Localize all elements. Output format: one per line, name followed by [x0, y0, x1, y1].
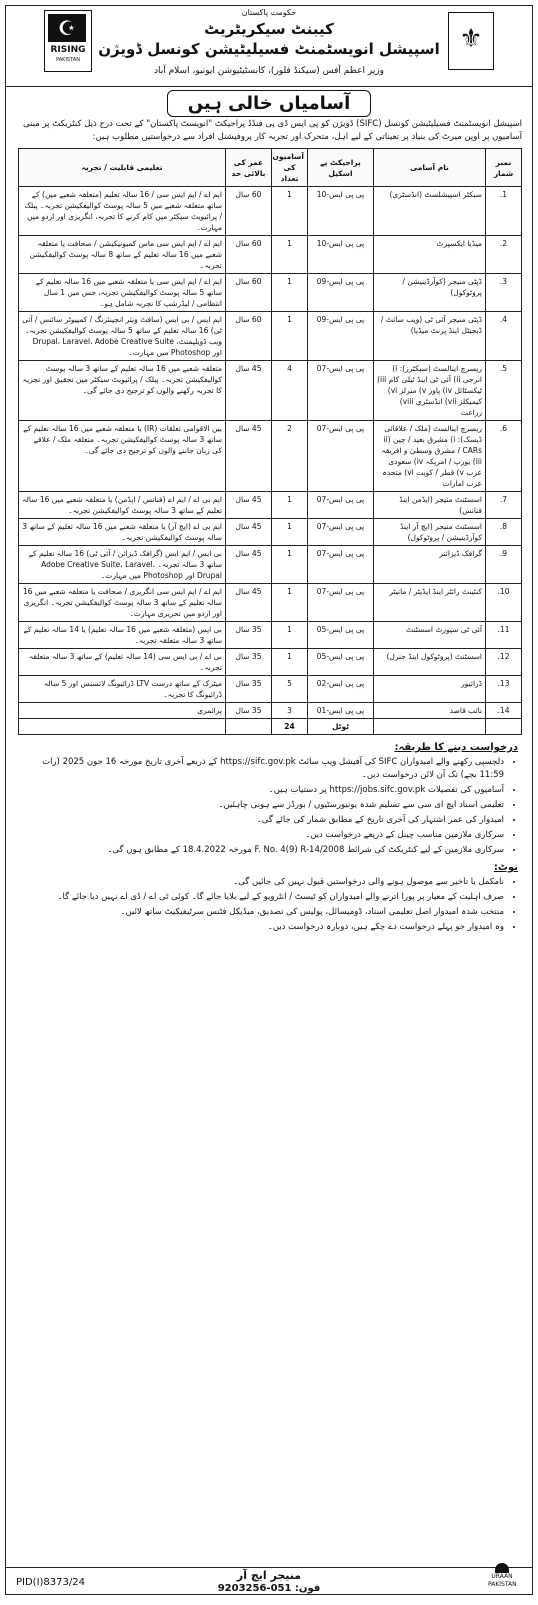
state-emblem-icon: ⚜ [448, 12, 494, 70]
cell-count: 1 [272, 546, 308, 584]
cell-sr: 8. [486, 519, 522, 546]
manager-title: منیجر ایچ آر [236, 1569, 302, 1582]
table-row [19, 492, 522, 519]
table-row [19, 274, 522, 312]
cell-count: 1 [272, 622, 308, 649]
vacancies-table [18, 148, 522, 735]
cell-qualification: ایم اے / ایم ایس سی / 16 سالہ تعلیم (متعلقہ شعبے میں) کے ساتھ متعلقہ شعبے میں 5 سالہ پوسٹ کوالیفکیشن تجربہ۔ پبلک / پرائیویٹ سیکٹر میں کام کرنے کا تجربہ، انگریزی اور اردو میں مہارت۔ [19, 187, 226, 236]
cell-count: 2 [272, 421, 308, 492]
logo-subtext: PAKISTAN [56, 57, 80, 63]
table-row [19, 312, 522, 361]
th-scale: پراجیکٹ پے اسکیل [308, 149, 374, 187]
logo-text: RISING [50, 45, 86, 55]
cell-scale: پی پی ایس-01 [308, 703, 374, 719]
cell-age: 45 سال [226, 584, 272, 622]
cell-count: 1 [272, 274, 308, 312]
table-row [19, 236, 522, 274]
cell-sr: 5. [486, 361, 522, 421]
cell-post: آئی ٹی سپورٹ اسسٹنٹ [374, 622, 486, 649]
th-count: آسامیوں کی تعداد [272, 149, 308, 187]
cell-age: 45 سال [226, 361, 272, 421]
cell-scale: پی پی ایس-10 [308, 187, 374, 236]
cell-qualification: ایم ایس / بی ایس (سافٹ ویئر انجینئرنگ / کمپیوٹر سائنس / آئی ٹی) 16 سالہ تعلیم کے ساتھ 5 سالہ پوسٹ کوالیفکیشن تجربہ۔ ویب ڈویلپمنٹ، Drupal، Laravel، Adobe Creative Suite اور Photoshop میں مہارت۔ [19, 312, 226, 361]
cell-qualification: بی ایس / ایم ایس (گرافک ڈیزائن / آئی ٹی) 16 سالہ تعلیم کے ساتھ 3 سالہ تجربہ۔ Adobe Creative Suite، Laravel، Drupal اور Photoshop میں مہارت۔ [19, 546, 226, 584]
cell-age: 35 سال [226, 676, 272, 703]
list-item: • سرکاری ملازمین مناسب چینل کے ذریعے درخواست دیں۔ [20, 829, 504, 842]
cell-sr: 3. [486, 274, 522, 312]
list-item: • سرکاری ملازمین کے لیے کنٹریکٹ کی شرائط F. No. 4(9) R-14/2008 مورخہ 18.4.2022 کے مطابق ہوں گی۔ [20, 844, 504, 857]
th-post: نام آسامی [374, 149, 486, 187]
cell-post: ڈپٹی منیجر (کوآرڈینیشن / پروٹوکول) [374, 274, 486, 312]
list-item: • تعلیمی اسناد ایچ ای سی سے تسلیم شدہ یونیورسٹیوں / بورڈز سے ہونی چاہئیں۔ [20, 799, 504, 812]
list-item: • دلچسپی رکھنے والے امیدواران SIFC کی آفیشل ویب سائٹ https://sifc.gov.pk کے ذریعے آخری تاریخ مورخہ 16 جون 2025 (رات 11:59 بجے) تک آن لائن درخواست دیں۔ [20, 756, 504, 782]
cell-scale: پی پی ایس-05 [308, 649, 374, 676]
cell-post: اسسٹنٹ منیجر (ایڈمن اینڈ فنانس) [374, 492, 486, 519]
cell-post: ریسرچ اینالسٹ (ملک / علاقائی ڈیسک): i) مشرق بعید / چین ii) CARs / مشرق وسطیٰ و افریقہ iii) یورپ / امریکہ iv) سعودی عرب v) قطر / کویت vi) متحدہ عرب امارات [374, 421, 486, 492]
intro-text: اسپیشل انویسٹمنٹ فسیلیٹیشن کونسل (SIFC) ڈویژن کو پی ایس ڈی پی فنڈڈ پراجیکٹ "انویسٹ پاکستان" کے تحت درج ذیل کنٹریکٹ پر مبنی آسامیوں پر اوپن میرٹ کی بنیاد پر تعیناتی کے لیے اہل، متحرک اور تجربہ کار پروفیشنل افراد سے درخواستیں مطلوب ہیں: [23, 119, 522, 142]
cell-sr: 13. [486, 676, 522, 703]
cell-count: 4 [272, 361, 308, 421]
cell-sr: 4. [486, 312, 522, 361]
total-empty [19, 719, 226, 735]
cell-post: ڈپٹی منیجر آئی ٹی (ویب سائٹ / ڈیجیٹل اینڈ پرنٹ میڈیا) [374, 312, 486, 361]
header-line2: اسپیشل انویسٹمنٹ فسیلیٹیشن کونسل ڈویژن [98, 40, 440, 58]
cell-qualification: پرائمری [19, 703, 226, 719]
total-empty [374, 719, 486, 735]
cell-qualification: ایم اے / ایم ایس سی انگریزی / صحافت یا متعلقہ شعبے میں 16 سالہ تعلیم کے ساتھ 3 سالہ پوسٹ کوالیفکیشن تجربہ۔ انگریزی اور اردو میں تحریری مہارت۔ [19, 584, 226, 622]
pid-number: PID(I)8373/24 [16, 1577, 85, 1588]
cell-sr: 2. [486, 236, 522, 274]
th-age: عمر کی بالائی حد [226, 149, 272, 187]
cell-sr: 10. [486, 584, 522, 622]
cell-qualification: بین الاقوامی تعلقات (IR) یا متعلقہ شعبے میں 16 سالہ تعلیم کے ساتھ 3 سالہ پوسٹ کوالیفکیشن تجربہ۔ متعلقہ ملک / علاقے کی زبان جاننے والوں کو ترجیح دی جائے گی۔ [19, 421, 226, 492]
cell-sr: 14. [486, 703, 522, 719]
cell-scale: پی پی ایس-07 [308, 584, 374, 622]
cell-scale: پی پی ایس-07 [308, 492, 374, 519]
cell-age: 35 سال [226, 649, 272, 676]
cell-post: نائب قاصد [374, 703, 486, 719]
cell-age: 45 سال [226, 519, 272, 546]
header [6, 6, 532, 87]
cell-post: گرافک ڈیزائنر [374, 546, 486, 584]
list-item: • صرف اہلیت کے معیار پر پورا اترنے والے امیدواران کو ٹیسٹ / انٹرویو کے لیے بلایا جائے گا۔ کوئی ٹی اے / ڈی اے نہیں دیا جائے گا۔ [20, 891, 504, 904]
cell-scale: پی پی ایس-09 [308, 274, 374, 312]
cell-count: 1 [272, 519, 308, 546]
note-heading: نوٹ: [493, 862, 518, 873]
cell-count: 5 [272, 676, 308, 703]
total-label: ٹوٹل [308, 719, 374, 735]
cell-qualification: ایم اے / ایم ایس سی یا متعلقہ شعبے میں 16 سالہ تعلیم کے ساتھ 5 سالہ پوسٹ کوالیفکیشن تجربہ، جس میں 1 سال انتظامی / لیڈرشپ کا تجربہ شامل ہو۔ [19, 274, 226, 312]
total-empty [226, 719, 272, 735]
cell-qualification: ایم بی اے / ایم اے (فنانس / ایڈمن) یا متعلقہ شعبے میں 16 سالہ تعلیم کے ساتھ 3 سالہ پوسٹ کوالیفکیشن تجربہ۔ [19, 492, 226, 519]
cell-sr: 12. [486, 649, 522, 676]
cell-scale: پی پی ایس-02 [308, 676, 374, 703]
cell-sr: 11. [486, 622, 522, 649]
cell-age: 60 سال [226, 187, 272, 236]
cell-count: 1 [272, 649, 308, 676]
apply-list [20, 756, 518, 857]
advertisement-page [5, 5, 533, 1595]
cell-scale: پی پی ایس-07 [308, 546, 374, 584]
cell-age: 60 سال [226, 236, 272, 274]
page-title: آسامیاں خالی ہیں [6, 93, 532, 114]
total-row [19, 719, 522, 735]
table-row [19, 676, 522, 703]
cell-age: 45 سال [226, 492, 272, 519]
cell-age: 45 سال [226, 421, 272, 492]
cell-count: 1 [272, 312, 308, 361]
list-item: • نامکمل یا تاخیر سے موصول ہونے والی درخواستیں قبول نہیں کی جائیں گی۔ [20, 876, 504, 889]
cell-qualification: ایم اے / ایم ایس سی ماس کمیونیکیشن / صحافت یا متعلقہ شعبے میں 16 سالہ تعلیم کے ساتھ 8 سالہ پوسٹ کوالیفکیشن تجربہ۔ [19, 236, 226, 274]
table-row [19, 649, 522, 676]
cell-sr: 1. [486, 187, 522, 236]
footer [6, 1567, 532, 1594]
cell-scale: پی پی ایس-09 [308, 312, 374, 361]
table-row [19, 703, 522, 719]
th-qual: تعلیمی قابلیت / تجربہ [19, 149, 226, 187]
phone-number: فون: 051-9203256 [217, 1583, 321, 1594]
crescent-star-icon: ☪ [48, 14, 86, 42]
cell-age: 45 سال [226, 546, 272, 584]
th-sr: نمبر شمار [486, 149, 522, 187]
cell-scale: پی پی ایس-07 [308, 421, 374, 492]
list-item: • وہ امیدوار جو پہلے درخواست دے چکے ہیں، دوبارہ درخواست دیں۔ [20, 921, 504, 934]
cell-count: 1 [272, 584, 308, 622]
cell-count: 1 [272, 187, 308, 236]
cell-sr: 9. [486, 546, 522, 584]
cell-scale: پی پی ایس-10 [308, 236, 374, 274]
table-row [19, 584, 522, 622]
cell-scale: پی پی ایس-07 [308, 519, 374, 546]
total-count: 24 [272, 719, 308, 735]
table-row [19, 361, 522, 421]
cell-qualification: بی ایس (متعلقہ شعبے میں 16 سالہ تعلیم) یا 14 سالہ تعلیم کے ساتھ 3 سالہ متعلقہ تجربہ۔ [19, 622, 226, 649]
apply-heading: درخواست دینے کا طریقہ: [394, 742, 518, 753]
cell-qualification: ایم بی اے (ایچ آر) یا متعلقہ شعبے میں 16 سالہ تعلیم کے ساتھ 3 سالہ پوسٹ کوالیفکیشن تجربہ۔ [19, 519, 226, 546]
cell-post: ریسرچ اینالسٹ (سیکٹرز): i) انرجی ii) آئی ٹی اینڈ ٹیلی کام iii) ٹیکسٹائل iv) پاور v) منرلز vi) کیمیکلز vii) انڈسٹری viii) زراعت [374, 361, 486, 421]
uraan-logo-icon [495, 1563, 509, 1573]
list-item: • آسامیوں کی تفصیلات https://jobs.sifc.gov.pk پر دستیاب ہیں۔ [20, 784, 504, 797]
cell-age: 35 سال [226, 703, 272, 719]
cell-post: کنٹینٹ رائٹر اینڈ ایڈیٹر / مانیٹر [374, 584, 486, 622]
cell-sr: 6. [486, 421, 522, 492]
note-list [20, 876, 518, 934]
table-row [19, 622, 522, 649]
apply-section [6, 735, 532, 934]
cell-qualification: متعلقہ شعبے میں 16 سالہ تعلیم کے ساتھ 3 سالہ پوسٹ کوالیفکیشن تجربہ۔ پبلک / پرائیویٹ سیکٹر میں تحقیق اور تجزیہ کا تجربہ رکھنے والوں کو ترجیح دی جائے گی۔ [19, 361, 226, 421]
table-row [19, 546, 522, 584]
total-empty [486, 719, 522, 735]
cell-count: 1 [272, 236, 308, 274]
list-item: • منتخب شدہ امیدوار اصل تعلیمی اسناد، ڈومیسائل، پولیس کی تصدیق، میڈیکل فٹنس سرٹیفیکیٹ ساتھ لائیں۔ [20, 906, 504, 919]
cell-age: 35 سال [226, 622, 272, 649]
cell-scale: پی پی ایس-05 [308, 622, 374, 649]
uraan-pakistan-logo: URAAN PAKISTAN [488, 1563, 516, 1591]
cell-scale: پی پی ایس-07 [308, 361, 374, 421]
cell-age: 60 سال [226, 312, 272, 361]
table-row [19, 421, 522, 492]
table-row [19, 187, 522, 236]
gov-line: حکومت پاکستان [241, 8, 297, 17]
cell-post: ڈرائیور [374, 676, 486, 703]
table-row [19, 519, 522, 546]
header-address: وزیر اعظم آفس (سیکنڈ فلور)، کانسٹیٹیوشن ایونیو، اسلام آباد [153, 66, 385, 76]
cell-post: میڈیا ایکسپرٹ [374, 236, 486, 274]
cell-qualification: بی اے / بی ایس سی (14 سالہ تعلیم) کے ساتھ 3 سالہ متعلقہ تجربہ۔ [19, 649, 226, 676]
cell-post: اسسٹنٹ منیجر (ایچ آر اینڈ کوآرڈینیشن / پروٹوکول) [374, 519, 486, 546]
cell-count: 1 [272, 492, 308, 519]
cell-count: 3 [272, 703, 308, 719]
table-header-row [19, 149, 522, 187]
cell-post: اسسٹنٹ (پروٹوکول اینڈ جنرل) [374, 649, 486, 676]
cell-post: سیکٹر اسپیشلسٹ (انڈسٹری) [374, 187, 486, 236]
cell-sr: 7. [486, 492, 522, 519]
cell-age: 60 سال [226, 274, 272, 312]
cell-qualification: میٹرک کے ساتھ درست LTV ڈرائیونگ لائسنس اور 5 سالہ ڈرائیونگ کا تجربہ۔ [19, 676, 226, 703]
list-item: • امیدوار کی عمر اشتہار کی آخری تاریخ کے مطابق شمار کی جائے گی۔ [20, 814, 504, 827]
header-line1: کیبنٹ سیکریٹریٹ [204, 20, 334, 38]
